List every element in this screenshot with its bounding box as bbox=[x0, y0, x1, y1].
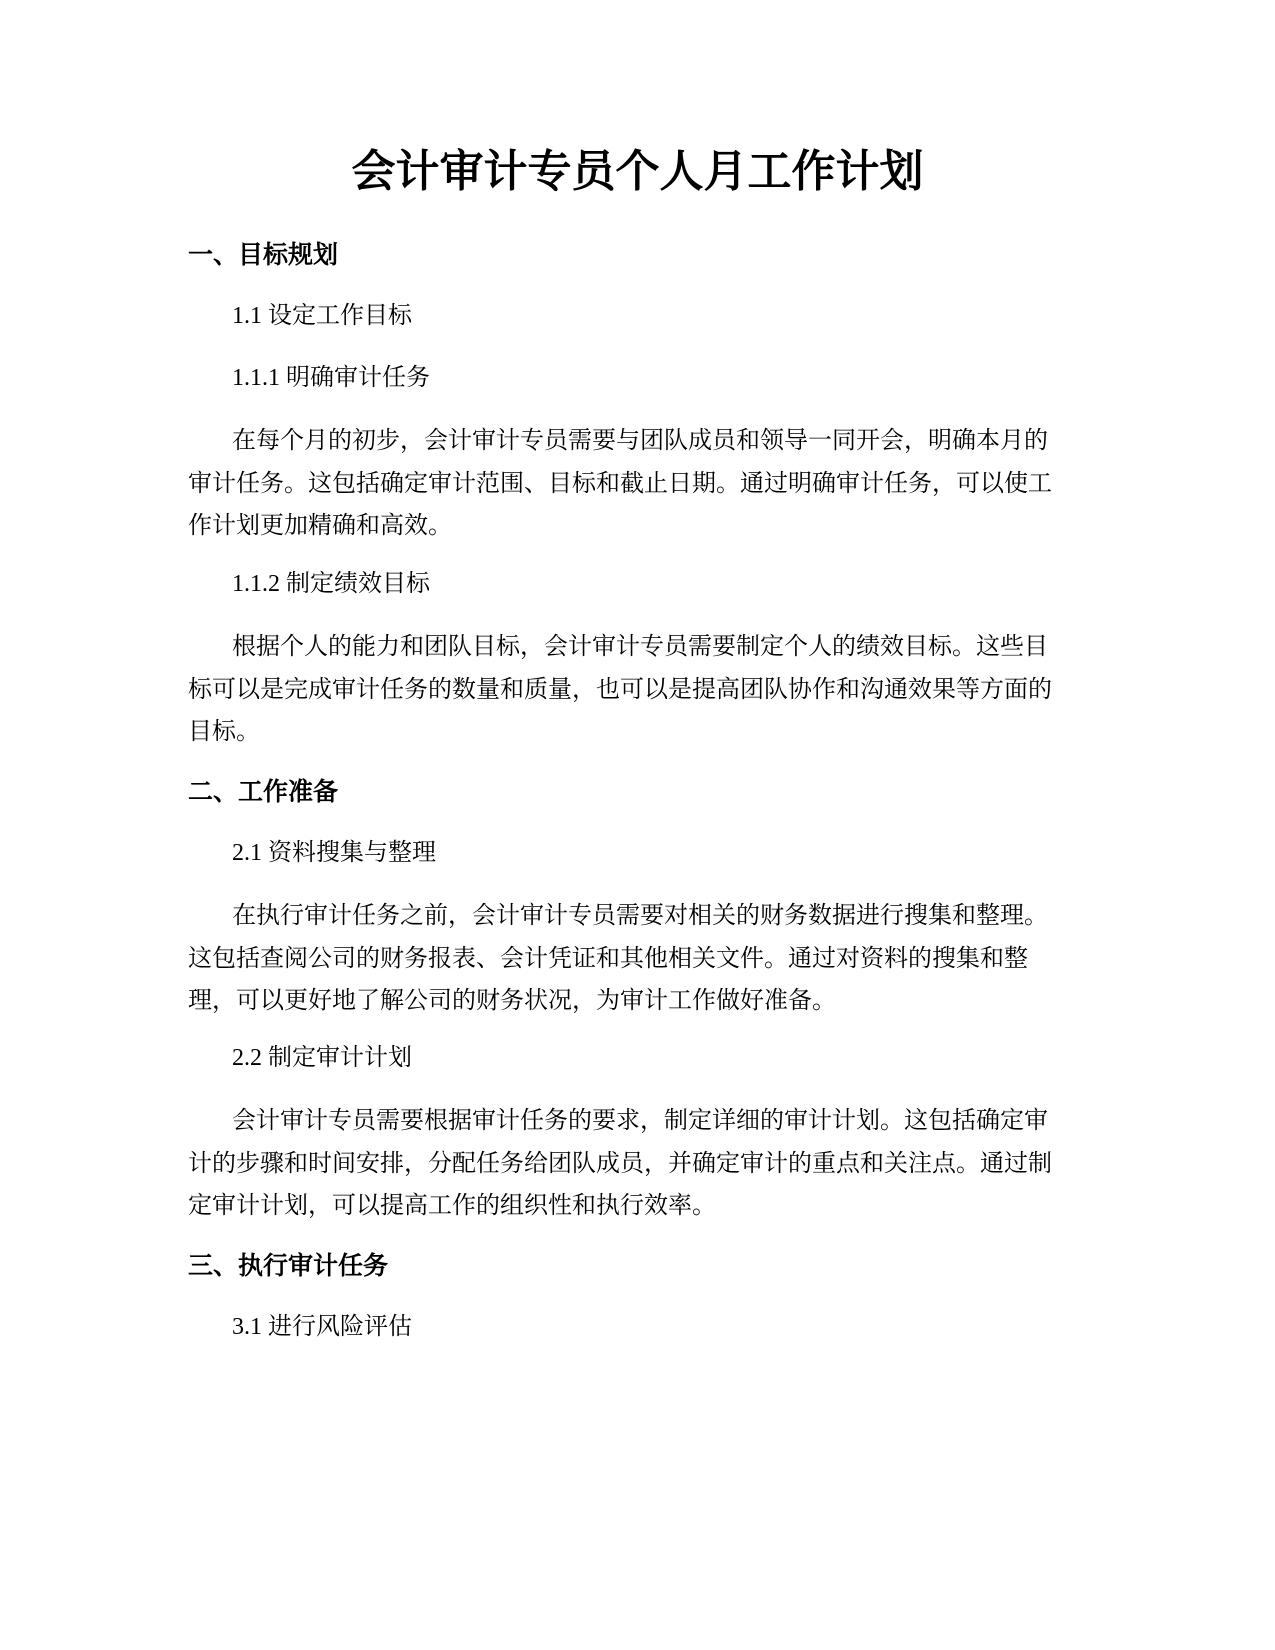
document-title: 会计审计专员个人月工作计划 bbox=[351, 146, 924, 197]
paragraph-2-1 bbox=[188, 895, 1088, 1023]
paragraph-line: 会计审计专员需要根据审计任务的要求，制定详细的审计计划。这包括确定审 bbox=[232, 1108, 1048, 1134]
paragraph-1-1-1 bbox=[188, 420, 1088, 548]
subsection-heading-3-1: 3.1 进行风险评估 bbox=[232, 1314, 412, 1340]
paragraph-line: 这包括查阅公司的财务报表、会计凭证和其他相关文件。通过对资料的搜集和整 bbox=[188, 945, 1028, 972]
paragraph-line: 作计划更加精确和高效。 bbox=[188, 513, 452, 539]
paragraph-line: 在每个月的初步，会计审计专员需要与团队成员和领导一同开会，明确本月的 bbox=[232, 428, 1048, 454]
paragraph-line: 计的步骤和时间安排，分配任务给团队成员，并确定审计的重点和关注点。通过制 bbox=[188, 1150, 1052, 1177]
paragraph-line: 审计任务。这包括确定审计范围、目标和截止日期。通过明确审计任务，可以使工 bbox=[188, 470, 1052, 497]
paragraph-line: 标可以是完成审计任务的数量和质量，也可以是提高团队协作和沟通效果等方面的 bbox=[188, 676, 1052, 703]
subsection-heading-2-1: 2.1 资料搜集与整理 bbox=[232, 840, 436, 866]
paragraph-line: 定审计计划，可以提高工作的组织性和执行效率。 bbox=[188, 1193, 716, 1219]
paragraph-line: 理，可以更好地了解公司的财务状况，为审计工作做好准备。 bbox=[188, 988, 836, 1014]
paragraph-line: 在执行审计任务之前，会计审计专员需要对相关的财务数据进行搜集和整理。 bbox=[232, 903, 1048, 929]
subsection-heading-1-1-1: 1.1.1 明确审计任务 bbox=[232, 365, 430, 391]
subsection-heading-1-1-2: 1.1.2 制定绩效目标 bbox=[232, 571, 430, 597]
paragraph-1-1-2 bbox=[188, 626, 1088, 754]
subsection-heading-1-1: 1.1 设定工作目标 bbox=[232, 303, 412, 329]
paragraph-line: 根据个人的能力和团队目标，会计审计专员需要制定个人的绩效目标。这些目 bbox=[232, 634, 1048, 660]
section-heading-2: 二、工作准备 bbox=[188, 777, 339, 806]
section-heading-3: 三、执行审计任务 bbox=[188, 1251, 389, 1280]
paragraph-line: 目标。 bbox=[188, 719, 260, 745]
subsection-heading-2-2: 2.2 制定审计计划 bbox=[232, 1045, 412, 1071]
section-heading-1: 一、目标规划 bbox=[188, 240, 339, 269]
paragraph-2-2 bbox=[188, 1100, 1088, 1228]
